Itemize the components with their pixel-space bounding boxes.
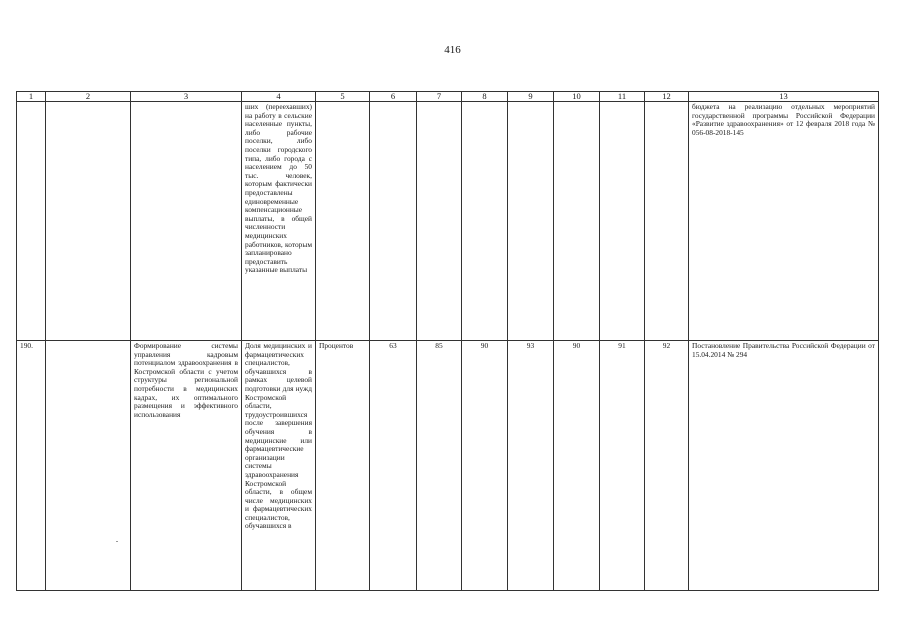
value-cell: [554, 102, 600, 341]
measure-cell: Формирование системы управления кадровым потенциалом здравоохранения в Костромской области с учетом структуры региональной потребности в медицинских кадрах, их оптимального размещения и эффективного использования: [131, 341, 242, 591]
document-table: [16, 91, 879, 591]
value-cell: [600, 102, 645, 341]
row-number-cell: 190.: [17, 341, 46, 591]
value-cell: 90: [554, 341, 600, 591]
column-header: 9: [508, 92, 554, 102]
header-row: [17, 92, 879, 102]
page-number: 416: [444, 44, 461, 56]
measure-cell: [131, 102, 242, 341]
column-header: 5: [316, 92, 370, 102]
scan-speck: [116, 541, 118, 542]
column-header: 13: [689, 92, 879, 102]
value-cell: 93: [508, 341, 554, 591]
table-row: [17, 341, 879, 591]
value-cell: 85: [417, 341, 462, 591]
value-cell: [462, 102, 508, 341]
column-header: 3: [131, 92, 242, 102]
value-cell: [417, 102, 462, 341]
cell-col2: [46, 102, 131, 341]
value-cell: [645, 102, 689, 341]
column-header: 4: [242, 92, 316, 102]
indicator-cell: ших (переехавших) на работу в сельские населенные пункты, либо рабочие поселки, либо поселки городского типа, либо города с населением до 50 тыс. человек, которым фактически предоставлены единовременные компенсационные выплаты, в общей численности медицинских работников, которым запланировано предоставить указанные выплаты: [242, 102, 316, 341]
value-cell: 91: [600, 341, 645, 591]
table-row: [17, 102, 879, 341]
column-header: 10: [554, 92, 600, 102]
value-cell: 92: [645, 341, 689, 591]
column-header: 2: [46, 92, 131, 102]
value-cell: 63: [370, 341, 417, 591]
column-header: 11: [600, 92, 645, 102]
unit-cell: Процентов: [316, 341, 370, 591]
indicator-cell: Доля медицинских и фармацевтических специалистов, обучавшихся в рамках целевой подготовки для нужд Костромской области, трудоустроившихся после завершения обучения в медицинские или фармацевтические организации системы здравоохранения Костромской области, в общем числе медицинских и фармацевтических специалистов, обучавшихся в: [242, 341, 316, 591]
row-number-cell: [17, 102, 46, 341]
column-header: 7: [417, 92, 462, 102]
value-cell: [508, 102, 554, 341]
value-cell: [370, 102, 417, 341]
column-header: 1: [17, 92, 46, 102]
column-header: 6: [370, 92, 417, 102]
value-cell: 90: [462, 341, 508, 591]
unit-cell: [316, 102, 370, 341]
column-header: 12: [645, 92, 689, 102]
column-header: 8: [462, 92, 508, 102]
source-document-cell: Постановление Правительства Российской Федерации от 15.04.2014 № 294: [689, 341, 879, 591]
cell-col2: [46, 341, 131, 591]
source-document-cell: бюджета на реализацию отдельных мероприятий государственной программы Российской Федерации «Развитие здравоохранения» от 12 февраля 2018 года № 056-08-2018-145: [689, 102, 879, 341]
